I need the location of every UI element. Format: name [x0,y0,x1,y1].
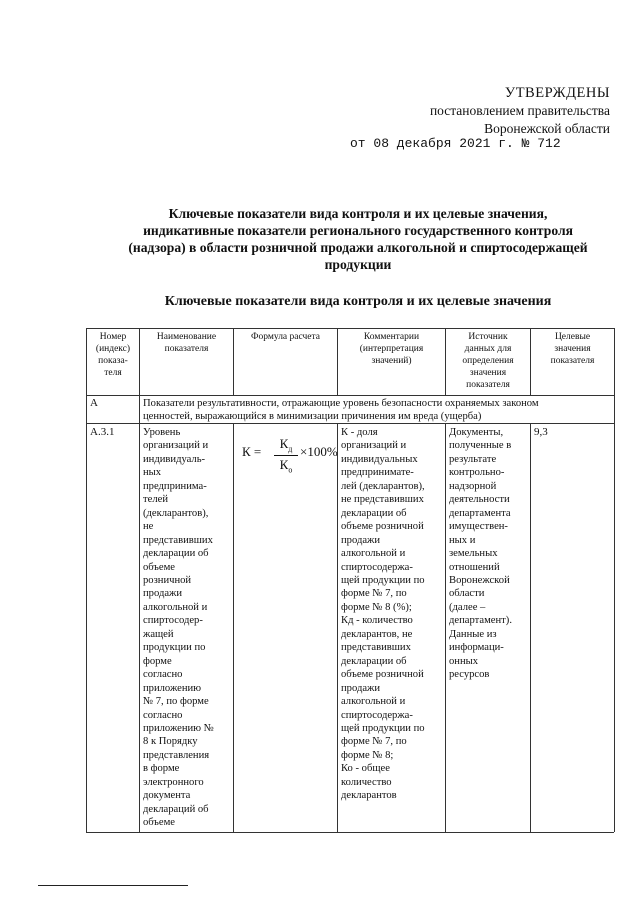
comment-line: декларантов [341,790,397,802]
name-line: № 7, по форме [143,696,209,708]
comment-line: декларантов, не [341,628,413,640]
comment-line: форме № 8 (%); [341,601,412,613]
table-border [233,423,234,832]
comment-line: продажи [341,534,381,546]
comment-line: Кд - количество [341,615,413,627]
fraction-bar [274,455,298,456]
decree-date: от 08 декабря 2021 г. № 712 [350,136,561,151]
formula-fraction [274,436,298,474]
name-line: декларации об [143,548,209,560]
numerator-symbol: К [279,436,289,451]
header-text: показателя [550,356,595,366]
source-line: информаци- [449,642,504,654]
header-source [446,331,530,391]
source-line: деятельности [449,494,510,506]
table-border [445,423,446,832]
header-text: (индекс) [95,344,131,354]
comment-line: декларации об [341,507,407,519]
approval-line-1: постановлением правительства [429,103,610,118]
source-line: ресурсов [449,669,490,681]
name-line: согласно [143,669,183,681]
comment-line: декларации об [341,655,407,667]
header-text: Целевые [554,332,591,342]
title-line: Ключевые показатели вида контроля и их целевые значения, [168,206,548,221]
section-line: ценностей, выражающийся в минимизации причинения им вреда (ущерба) [143,411,482,423]
formula-rhs: ×100% [300,444,338,459]
name-line: электронного [143,776,204,788]
name-line: Уровень [143,427,181,438]
indicator-name [143,426,229,830]
header-text: Источник [468,332,508,342]
name-line: представления [143,749,210,761]
source-line: области [449,588,485,600]
header-text: Комментарии [363,332,420,342]
source-line: имуществен- [449,521,508,533]
name-line: ных [143,467,162,479]
footnote-divider [38,885,188,886]
formula-lhs: К = [242,444,262,459]
header-text: определения [462,356,514,366]
comment-line: форме № 8; [341,749,394,761]
name-line: документа [143,790,191,802]
comment-line: щей продукции по [341,722,425,734]
header-text: Формула расчета [250,332,320,342]
name-line: 8 к Порядку [143,736,198,748]
indicator-comments [341,426,443,803]
name-line: продукции по [143,642,206,654]
comment-line: щей продукции по [341,574,425,586]
table-border [86,395,614,396]
header-name [140,331,233,355]
table-border [614,328,615,832]
source-line: Документы, [449,427,504,438]
indicator-code: А.3.1 [90,426,115,438]
comment-line: индивидуальных [341,453,418,465]
comment-line: спиртосодержа- [341,561,413,573]
name-line: в форме [143,763,180,775]
title-line: (надзора) в области розничной продажи алкогольной и спиртосодержащей [128,240,588,255]
header-text: значения [554,344,591,354]
section-code: А [90,397,98,409]
header-formula [234,331,337,343]
comment-line: спиртосодержа- [341,709,413,721]
header-text: Наименование [156,332,217,342]
section-line: Показатели результативности, отражающие уровень безопасности охраняемых законом [143,398,539,409]
name-line: не [143,521,154,533]
name-line: индивидуаль- [143,453,206,465]
comment-line: лей (декларантов), [341,480,425,492]
table-border [337,423,338,832]
formula-denominator [274,457,298,475]
comment-line: К - доля [341,427,378,438]
source-line: департамента [449,507,511,519]
name-line: форме [143,655,172,667]
name-line: организаций и [143,440,209,452]
section-text [143,397,613,424]
comment-line: алкогольной и [341,696,406,708]
table-border [530,423,531,832]
indicator-source [449,426,529,682]
name-line: спиртосодер- [143,615,203,627]
table-border [86,832,614,833]
comment-line: алкогольной и [341,548,406,560]
table-border [139,328,140,832]
source-line: департамент). [449,615,512,627]
table-border [86,328,614,329]
header-text: (интерпретация [359,344,424,354]
header-text: Номер [99,332,127,342]
comment-line: представивших [341,642,411,654]
header-text: значений) [371,356,412,366]
comment-line: объеме розничной [341,669,424,681]
source-line: онных [449,655,479,667]
header-text: данных для [464,344,512,354]
name-line: объеме [143,817,176,829]
name-line: деклараций об [143,803,209,815]
name-line: (декларантов), [143,507,209,519]
source-line: (далее – [449,601,486,613]
source-line: полученные в [449,440,512,452]
header-text: показателя [164,344,209,354]
name-line: жащей [143,628,174,640]
denominator-symbol: К [279,456,289,472]
title-line: индикативные показатели регионального государственного контроля [143,223,573,238]
document-title [88,205,628,273]
comment-line: количество [341,776,392,788]
comment-line: Ко - общее [341,763,390,775]
source-line: ных и [449,534,476,546]
source-line: земельных [449,548,498,560]
name-line: продажи [143,588,183,600]
source-line: контрольно- [449,467,505,479]
name-line: приложению № [143,722,214,734]
comment-line: не представивших [341,494,424,506]
name-line: объеме [143,561,176,573]
comment-line: организаций и [341,440,407,452]
denominator-subscript: о [288,465,293,475]
source-line: надзорной [449,480,497,492]
comment-line: объеме розничной [341,521,424,533]
formula-numerator [274,436,298,454]
source-line: отношений [449,561,500,573]
name-line: представивших [143,534,213,546]
name-line: согласно [143,709,183,721]
comment-line: продажи [341,682,381,694]
header-comments [338,331,445,367]
name-line: предпринима- [143,480,207,492]
comment-line: форме № 7, по [341,588,407,600]
comment-line: предпринимате- [341,467,414,479]
source-line: Воронежской [449,574,510,586]
numerator-subscript: д [288,444,293,454]
header-text: теля [104,368,122,378]
table-title: Ключевые показатели вида контроля и их целевые значения [164,294,552,309]
name-line: розничной [143,574,192,586]
approval-block [430,84,610,138]
title-line: продукции [324,257,392,272]
comment-line: форме № 7, по [341,736,407,748]
name-line: алкогольной и [143,601,208,613]
table-border [86,328,87,832]
name-line: приложению [143,682,202,694]
header-target [531,331,614,367]
header-text: показателя [466,380,510,390]
approval-title: УТВЕРЖДЕНЫ [504,85,610,101]
header-text: показа- [98,356,128,366]
header-number [87,331,139,379]
header-text: значения [469,368,507,378]
source-line: Данные из [449,628,497,640]
name-line: телей [143,494,168,506]
indicator-target: 9,3 [534,426,548,438]
source-line: результате [449,453,497,465]
approval-line-2: Воронежской области [484,121,610,136]
formula [238,436,338,484]
